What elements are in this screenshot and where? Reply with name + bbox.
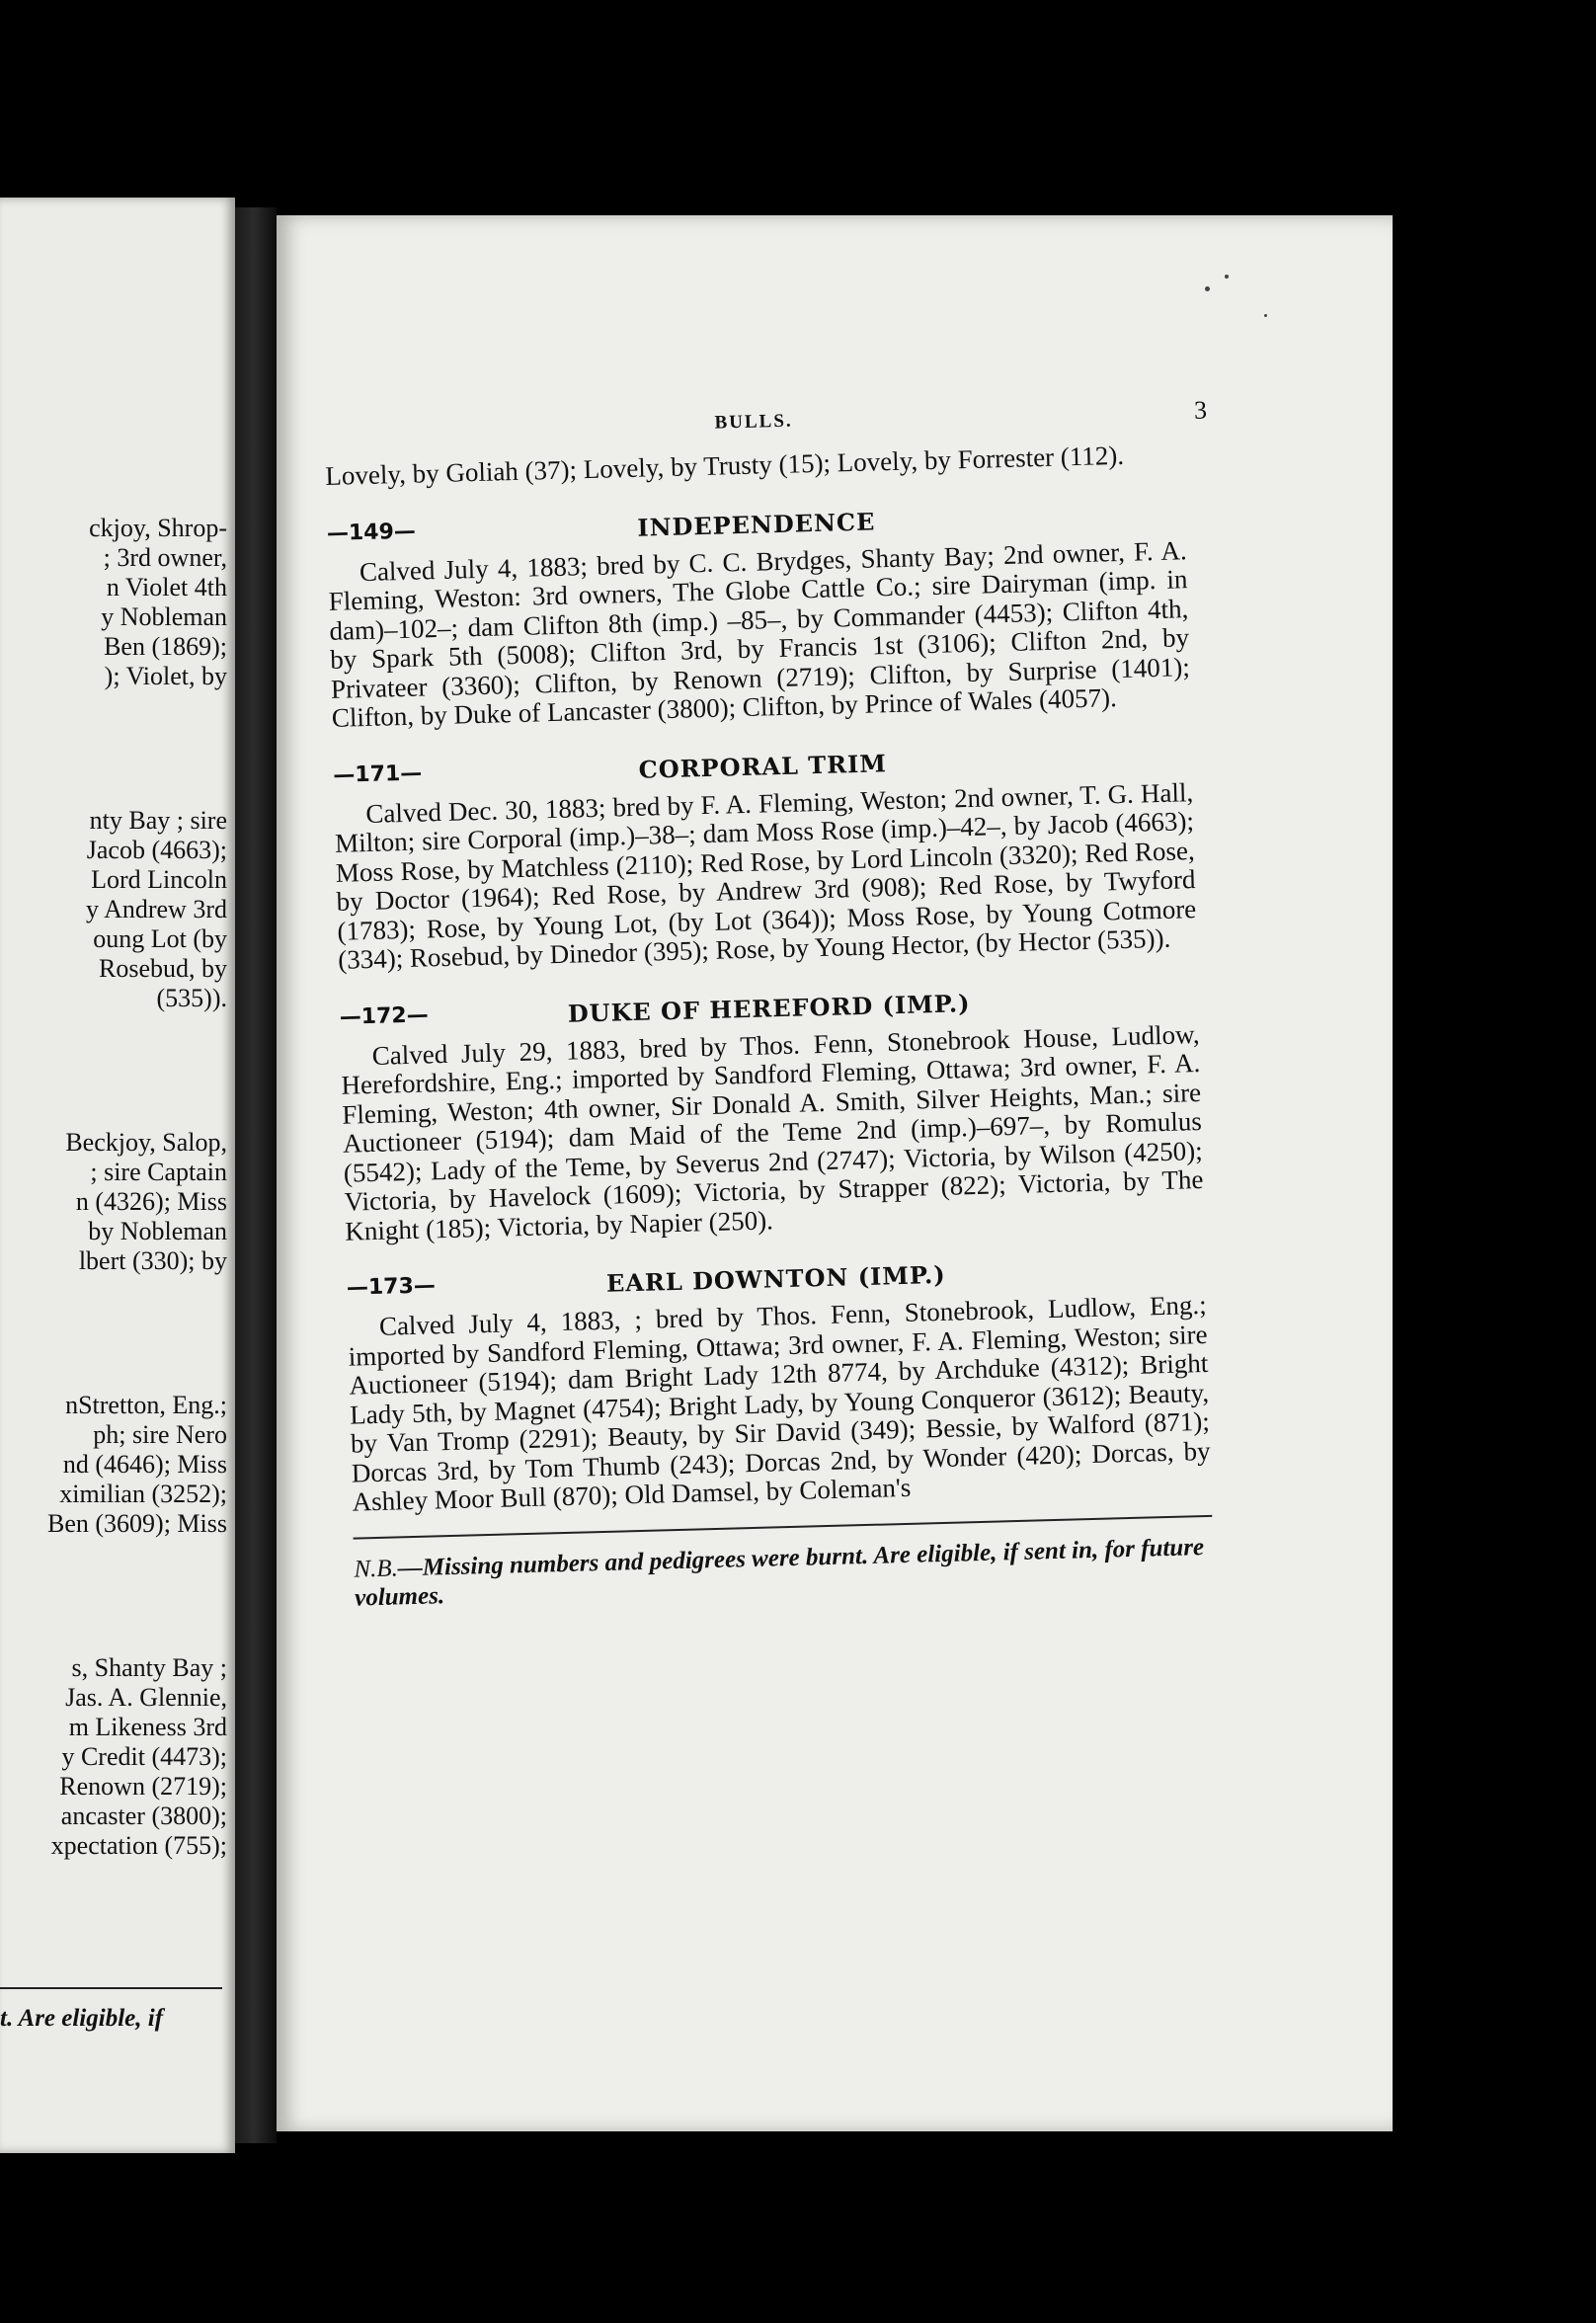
left-line: nty Bay ; sire	[89, 806, 227, 835]
entry-number: —172—	[339, 1001, 429, 1030]
left-line: n Violet 4th	[106, 573, 227, 601]
left-line: lbert (330); by	[78, 1246, 227, 1275]
entry-body: Calved July 4, 1883; bred by C. C. Brydges, Shanty Bay; 2nd owner, F. A. Fleming, Weston: 3rd owners, The Globe Cattle Co.; sire Dairyman (imp. in dam)–102–; dam Clifton 8th (imp.) –85–, by Commander (4453); Clifton 4th, by Spark 5th (5008); Clifton 3rd, by Francis 1st (3106); Clifton 2nd, by Privateer (3360); Clifton, by Renown (2719); Clifton, by Surprise (1401); Clifton, by Duke of Lancaster (3800); Clifton, by Prince of Wales (4057).	[328, 534, 1191, 733]
entry-title: CORPORAL TRIM	[638, 748, 888, 784]
entry-number: —149—	[326, 519, 417, 546]
left-line: ; sire Captain	[90, 1158, 227, 1186]
left-line: by Nobleman	[88, 1217, 227, 1245]
left-line: Rosebud, by	[99, 954, 227, 983]
left-line: n (4326); Miss	[75, 1187, 227, 1216]
left-line: y Credit (4473);	[61, 1742, 227, 1771]
left-line: Renown (2719);	[59, 1772, 227, 1801]
entry-body: Calved July 29, 1883, bred by Thos. Fenn, Stonebrook House, Ludlow, Herefordshire, Eng.; imported by Sandford Fleming, Ottawa; 3rd owner, F. A. Fleming, Weston; 4th owner, Sir Donald A. Smith, Silver Heights, Man.; sire Auctioneer (5194); dam Maid of the Teme 2nd (imp.)–697–, by Romulus (5542); Lady of the Teme, by Severus 2nd (2747); Victoria, by Wilson (4250); Victoria, by Havelock (1609); Victoria, by Strapper (822); Victoria, by The Knight (185); Victoria, by Napier (250).	[341, 1018, 1204, 1246]
entry-171	[333, 735, 1197, 976]
page-content	[324, 395, 1214, 1612]
ink-speck	[1264, 314, 1267, 317]
entry-body: Calved July 4, 1883, ; bred by Thos. Fenn, Stonebrook, Ludlow, Eng.; imported by Sandford Fleming, Ottawa; 3rd owner, F. A. Fleming, Weston; sire Auctioneer (5194); dam Bright Lady 12th 8774, by Archduke (4312); Bright Lady 5th, by Magnet (4754); Bright Lady, by Young Conqueror (3612); Beauty, by Van Tromp (2291); Beauty, by Sir David (349); Bessie, by Walford (871); Dorcas 3rd, by Tom Thumb (243); Dorcas 2nd, by Wonder (420); Dorcas, by Ashley Moor Bull (870); Old Damsel, by Coleman's	[348, 1289, 1211, 1517]
left-line: (535)).	[156, 984, 227, 1012]
left-line: nStretton, Eng.;	[65, 1391, 227, 1419]
entry-title: DUKE OF HEREFORD (IMP.)	[567, 988, 971, 1028]
left-footnote: t. Are eligible, if	[0, 2005, 164, 2032]
entry-149	[326, 493, 1190, 734]
left-line: y Nobleman	[101, 602, 227, 631]
footnote	[354, 1532, 1214, 1612]
left-line: ximilian (3252);	[59, 1480, 227, 1508]
left-line: ); Violet, by	[104, 662, 227, 690]
ink-speck	[1205, 286, 1210, 291]
left-line: y Andrew 3rd	[86, 895, 227, 923]
left-line: ancaster (3800);	[60, 1802, 227, 1830]
entry-172	[339, 977, 1204, 1246]
left-line: Jas. A. Glennie,	[65, 1683, 227, 1712]
left-footnote-rule	[0, 1987, 222, 1989]
ink-speck	[1225, 275, 1229, 279]
left-line: Ben (3609); Miss	[47, 1509, 227, 1538]
left-line: m Likeness 3rd	[68, 1713, 227, 1741]
book-gutter	[235, 207, 277, 2143]
book-page	[277, 215, 1393, 2131]
left-line: ph; sire Nero	[93, 1420, 227, 1449]
left-line: Ben (1869);	[104, 632, 227, 661]
entry-title: EARL DOWNTON (IMP.)	[605, 1259, 947, 1298]
left-line: Lord Lincoln	[91, 865, 227, 894]
left-line: s, Shanty Bay ;	[71, 1653, 227, 1682]
entry-number: —173—	[346, 1273, 437, 1301]
left-line: oung Lot (by	[93, 924, 227, 953]
running-head-title: BULLS.	[714, 410, 793, 434]
footnote-label: N.B.	[354, 1554, 399, 1583]
left-line: Jacob (4663);	[86, 836, 227, 864]
left-line: ; 3rd owner,	[103, 543, 227, 572]
page-number: 3	[1193, 395, 1208, 425]
left-line: ckjoy, Shrop-	[89, 514, 227, 542]
left-page-text	[0, 514, 227, 1861]
left-page-fragment	[0, 198, 235, 2153]
entry-title: INDEPENDENCE	[636, 506, 876, 542]
entry-body: Calved Dec. 30, 1883; bred by F. A. Fleming, Weston; 2nd owner, T. G. Hall, Milton; sire Corporal (imp.)–38–; dam Moss Rose (imp.)–42–, by Jacob (4663); Moss Rose, by Matchless (2110); Red Rose, by Lord Lincoln (3320); Red Rose, by Doctor (1964); Red Rose, by Andrew 3rd (908); Red Rose, by Twyford (1783); Rose, by Young Lot, (by Lot (364)); Moss Rose, by Young Cotmore (334); Rosebud, by Dinedor (395); Rose, by Young Hector, (by Hector (535)).	[334, 776, 1197, 975]
footnote-text: —Missing numbers and pedigrees were burnt. Are eligible, if sent in, for future volumes.	[354, 1533, 1205, 1612]
entry-173	[346, 1247, 1211, 1517]
left-line: Beckjoy, Salop,	[65, 1128, 227, 1157]
left-line: xpectation (755);	[50, 1831, 227, 1860]
continuation-text: Lovely, by Goliah (37); Lovely, by Trusty (15); Lovely, by Forrester (112).	[325, 440, 1125, 491]
left-line: nd (4646); Miss	[62, 1450, 227, 1479]
entry-number: —171—	[333, 761, 423, 788]
